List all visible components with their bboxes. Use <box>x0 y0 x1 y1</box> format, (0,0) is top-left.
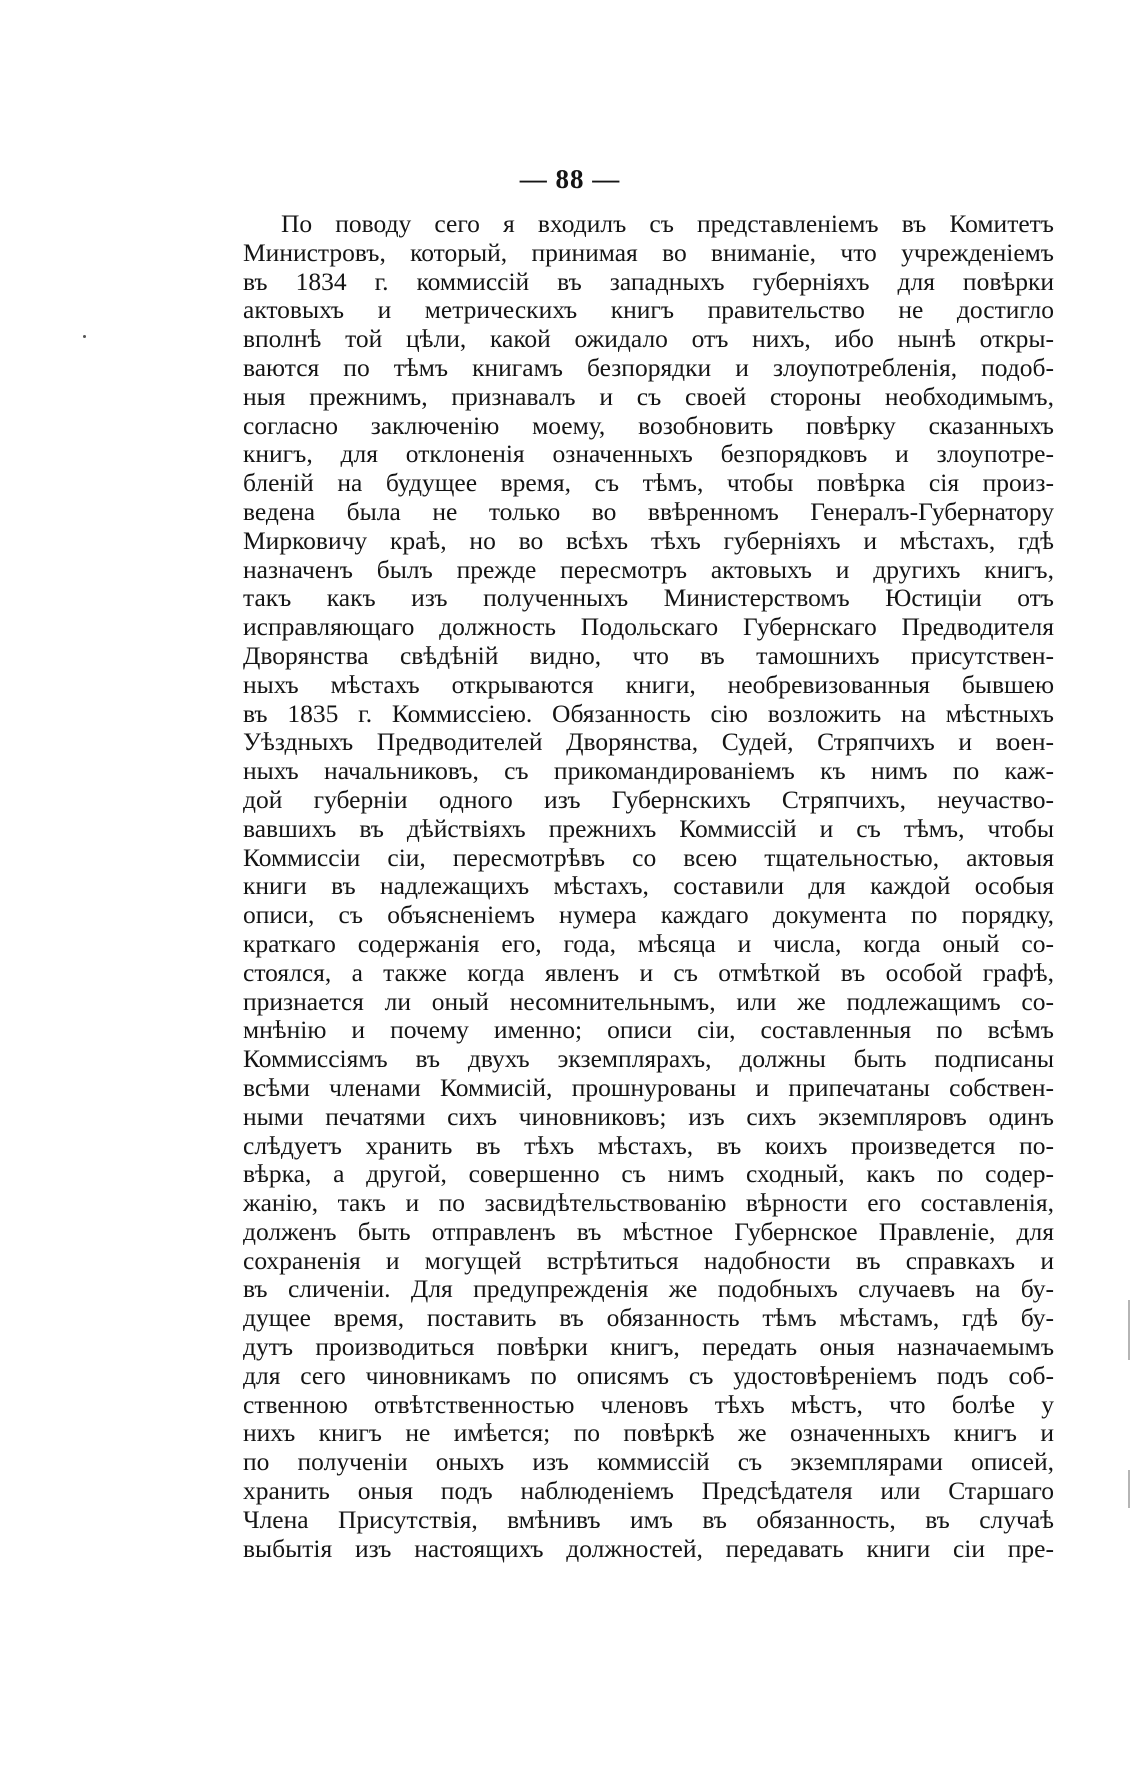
text-line: бленій на будущее время, съ тѣмъ, чтобы повѣрка сія произ- <box>243 468 1054 498</box>
text-line: признается ли оный несомнительнымъ, или же подлежащимъ со- <box>243 986 1054 1016</box>
text-line: сохраненія и могущей встрѣтиться надобности въ справкахъ и <box>243 1245 1054 1275</box>
text-line: По поводу сего я входилъ съ представленіемъ въ Комитетъ <box>281 209 1054 238</box>
text-line: долженъ быть отправленъ въ мѣстное Губернское Правленіе, для <box>243 1216 1054 1246</box>
text-line: Коммиссіи сіи, пересмотрѣвъ со всею тщательностью, актовыя <box>243 842 1054 872</box>
text-line: дой губерніи одного изъ Губернскихъ Стряпчихъ, неучаство- <box>243 784 1054 814</box>
text-line: Коммиссіямъ въ двухъ экземплярахъ, должны быть подписаны <box>243 1044 1054 1074</box>
text-line: для сего чиновникамъ по описямъ съ удостовѣреніемъ подъ соб- <box>243 1360 1054 1390</box>
text-line: краткаго содержанія его, года, мѣсяца и числа, когда оный со- <box>243 928 1054 958</box>
text-line: всѣми членами Коммисій, прошнурованы и припечатаны собствен- <box>243 1072 1054 1102</box>
scan-edge-mark <box>1128 1470 1130 1508</box>
text-line: описи, съ объясненіемъ нумера каждаго документа по порядку, <box>243 900 1054 930</box>
text-line: ными печатями сихъ чиновниковъ; изъ сихъ экземпляровъ одинъ <box>243 1101 1054 1131</box>
text-line: Уѣздныхъ Предводителей Дворянства, Судей, Стряпчихъ и воен- <box>243 727 1054 757</box>
text-line: Дворянства свѣдѣній видно, что въ тамошнихъ присутствен- <box>243 640 1054 670</box>
text-line: въ сличеніи. Для предупрежденія же подобныхъ случаевъ на бу- <box>243 1274 1054 1304</box>
text-line: актовыхъ и метрическихъ книгъ правительство не достигло <box>243 295 1054 325</box>
text-line: книгъ, для отклоненія означенныхъ безпорядковъ и злоупотре- <box>243 439 1054 469</box>
body-text <box>243 210 1054 1563</box>
text-line: вѣрка, а другой, совершенно съ нимъ сходный, какъ по содер- <box>243 1159 1054 1189</box>
page-number: — 88 — <box>519 164 621 194</box>
text-line: дущее время, поставить въ обязанность тѣмъ мѣстамъ, гдѣ бу- <box>243 1303 1054 1333</box>
text-line: ваются по тѣмъ книгамъ безпорядки и злоупотребленія, подоб- <box>243 352 1054 382</box>
text-line: ведена была не только во ввѣренномъ Генералъ-Губернатору <box>243 496 1054 526</box>
scan-speck <box>83 335 86 338</box>
text-line: Министровъ, который, принимая во вниманіе, что учрежденіемъ <box>243 237 1054 267</box>
text-line: назначенъ былъ прежде пересмотръ актовыхъ и другихъ книгъ, <box>243 554 1054 584</box>
text-line: Мирковичу краѣ, но во всѣхъ тѣхъ губерніяхъ и мѣстахъ, гдѣ <box>243 525 1054 555</box>
text-line: въ 1835 г. Коммиссіею. Обязанность сію возложить на мѣстныхъ <box>243 698 1054 728</box>
text-line: ныя прежнимъ, признавалъ и съ своей стороны необходимымъ, <box>243 381 1054 411</box>
text-line: по полученіи оныхъ изъ коммиссій съ экземплярами описей, <box>243 1447 1054 1477</box>
text-line: исправляющаго должность Подольскаго Губернскаго Предводителя <box>243 612 1054 642</box>
text-line: слѣдуетъ хранить въ тѣхъ мѣстахъ, въ коихъ произведется по- <box>243 1130 1054 1160</box>
text-line: въ 1834 г. коммиссій въ западныхъ губерніяхъ для повѣрки <box>243 266 1054 296</box>
text-line: такъ какъ изъ полученныхъ Министерствомъ Юстиціи отъ <box>243 583 1054 613</box>
scan-edge-mark <box>1128 1300 1130 1360</box>
text-line: вавшихъ въ дѣйствіяхъ прежнихъ Коммиссій и съ тѣмъ, чтобы <box>243 813 1054 843</box>
text-line: выбытія изъ настоящихъ должностей, передавать книги сіи пре- <box>243 1533 1054 1563</box>
text-line: ственною отвѣтственностью членовъ тѣхъ мѣстъ, что болѣе у <box>243 1389 1054 1419</box>
text-line: дутъ производиться повѣрки книгъ, передать оныя назначаемымъ <box>243 1332 1054 1362</box>
text-line: согласно заключенію моему, возобновить повѣрку сказанныхъ <box>243 410 1054 440</box>
text-line: вполнѣ той цѣли, какой ожидало отъ нихъ, ибо нынѣ откры- <box>243 324 1054 354</box>
text-line: хранить оныя подъ наблюденіемъ Предсѣдателя или Старшаго <box>243 1476 1054 1506</box>
text-line: книги въ надлежащихъ мѣстахъ, составили для каждой особыя <box>243 871 1054 901</box>
text-line: ныхъ мѣстахъ открываются книги, необревизованныя бывшею <box>243 669 1054 699</box>
text-line: Члена Присутствія, вмѣнивъ имъ въ обязанность, въ случаѣ <box>243 1504 1054 1534</box>
text-line: ныхъ начальниковъ, съ прикомандированіемъ къ нимъ по каж- <box>243 756 1054 786</box>
text-line: нихъ книгъ не имѣется; по повѣркѣ же означенныхъ книгъ и <box>243 1418 1054 1448</box>
text-line: жанію, такъ и по засвидѣтельствованію вѣрности его составленія, <box>243 1188 1054 1218</box>
text-line: мнѣнію и почему именно; описи сіи, составленныя по всѣмъ <box>243 1015 1054 1045</box>
text-line: стоялся, а также когда явленъ и съ отмѣткой въ особой графѣ, <box>243 957 1054 987</box>
